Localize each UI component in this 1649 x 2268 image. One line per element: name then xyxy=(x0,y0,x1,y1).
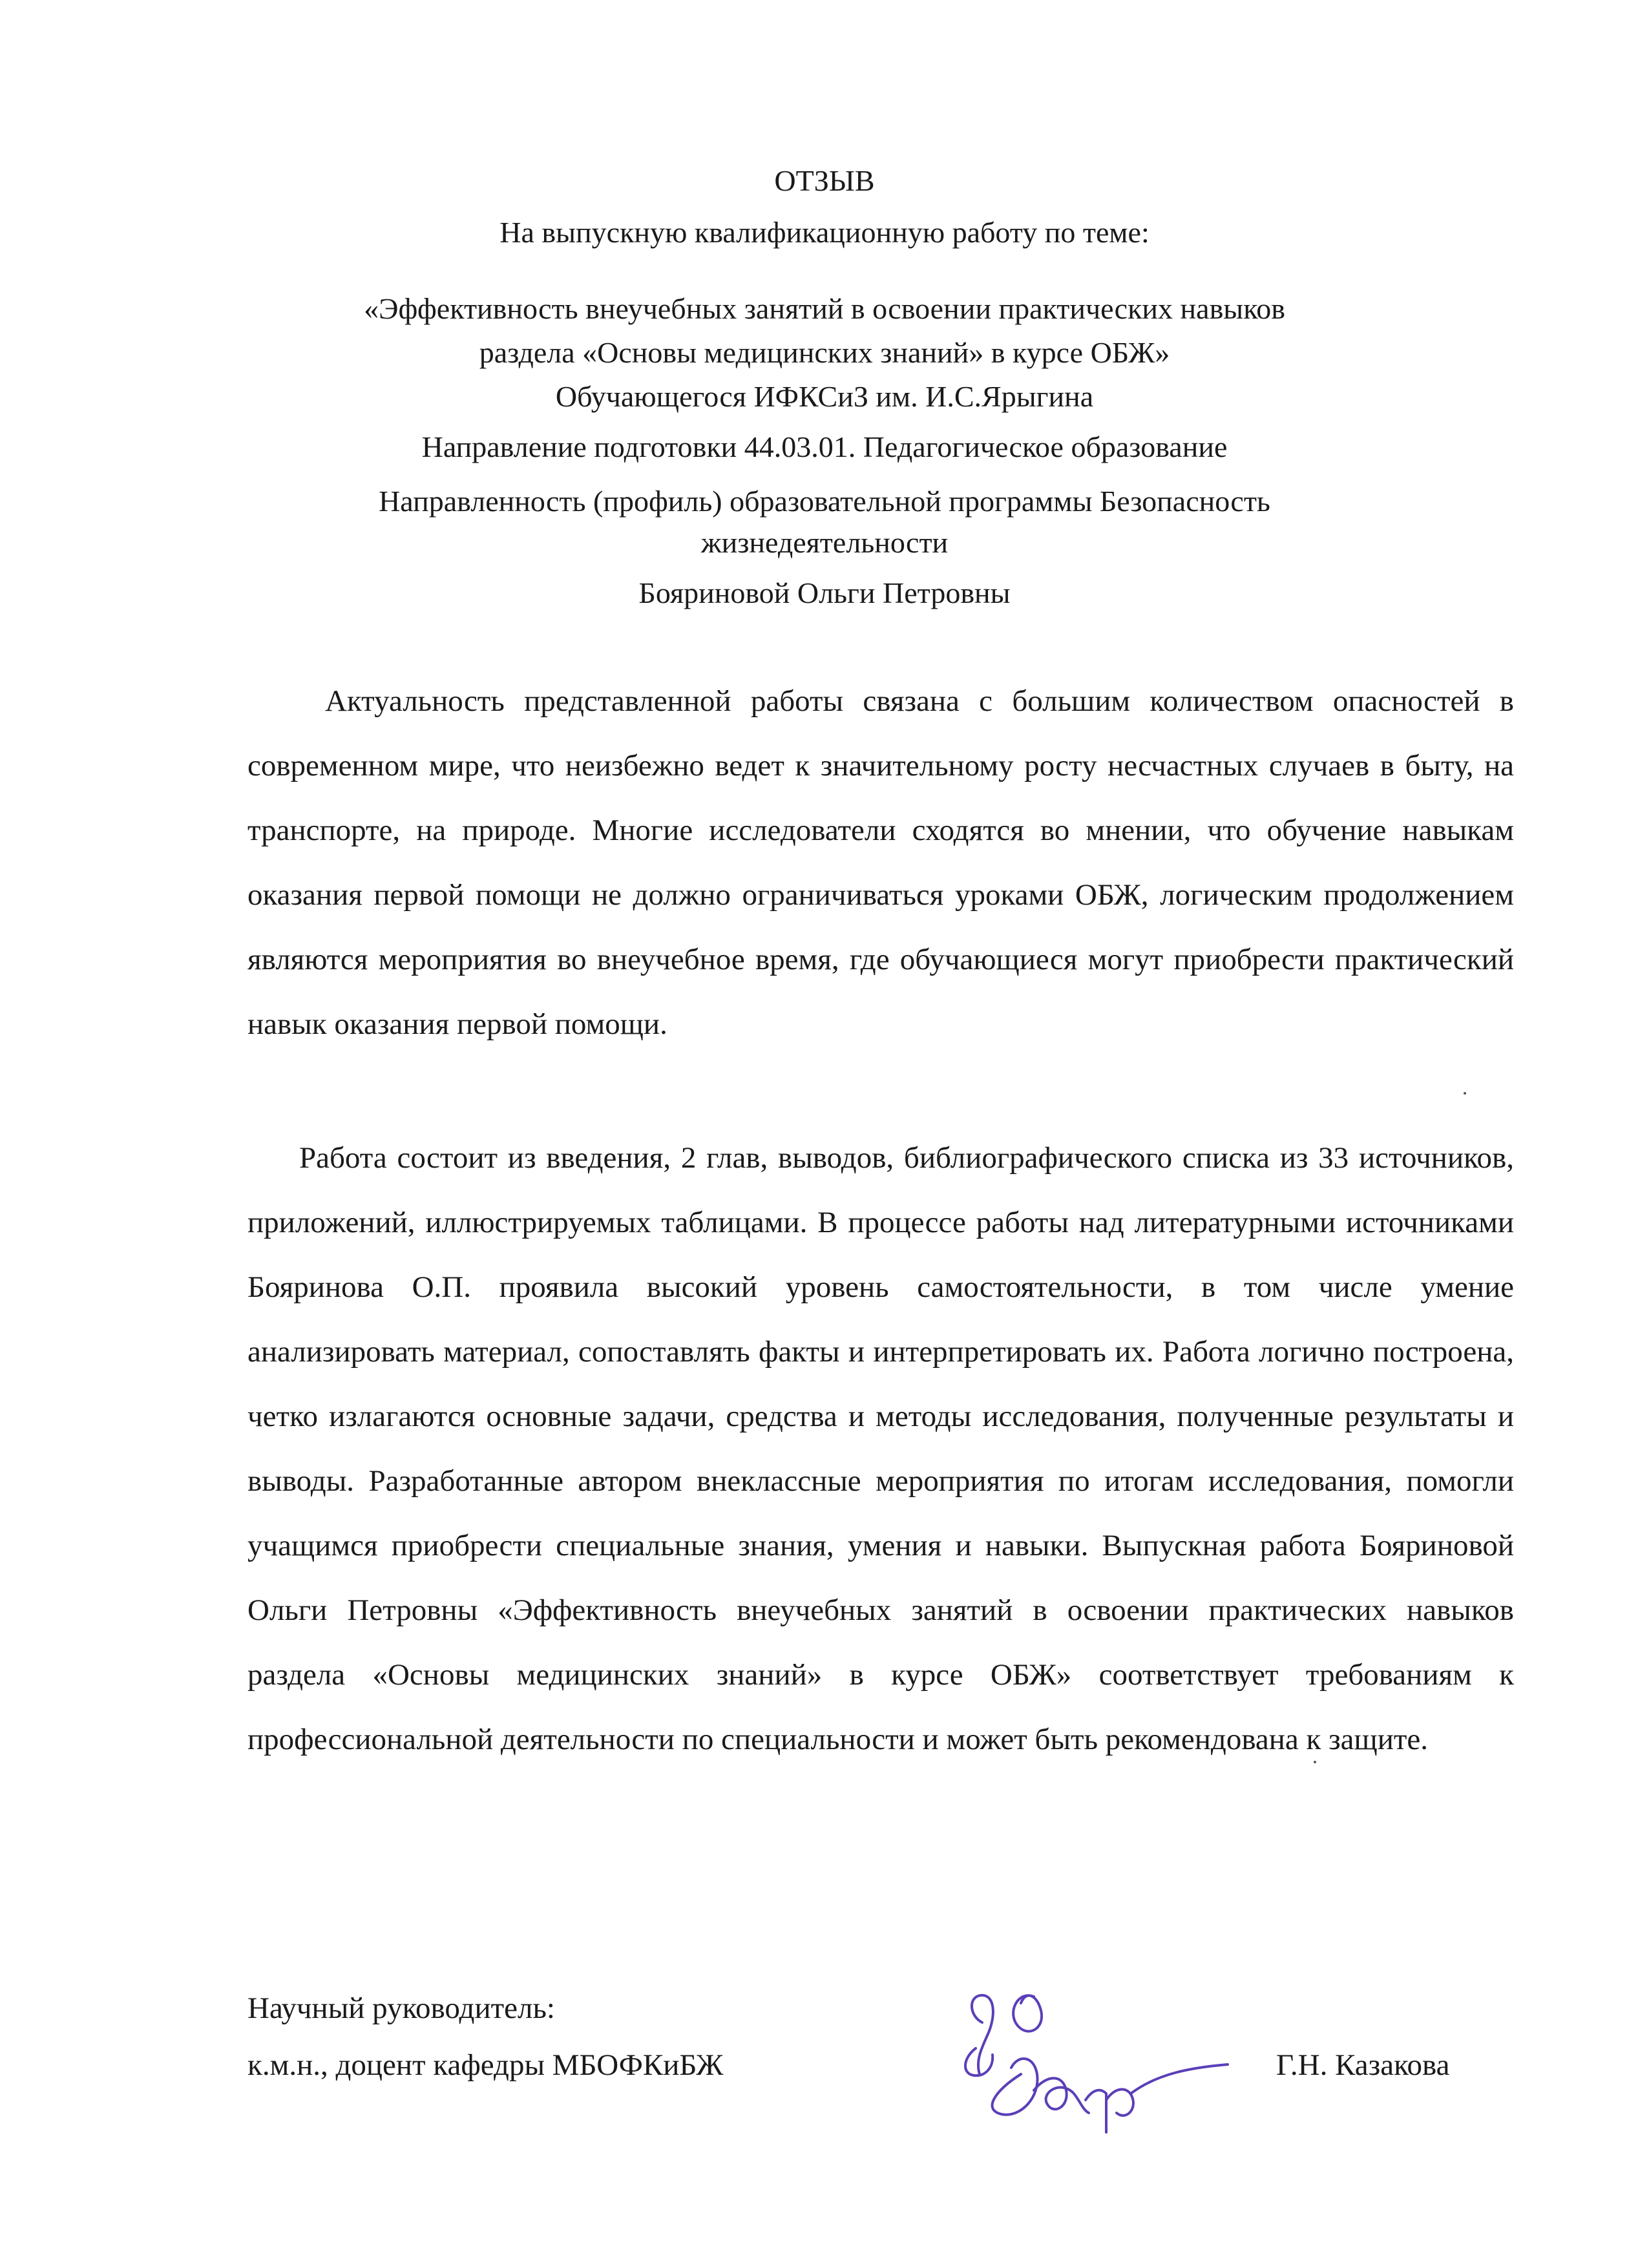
supervisor-name: Г.Н. Казакова xyxy=(1276,2048,1450,2082)
paragraph-relevance-text: Актуальность представленной работы связана с большим количеством опасностей в современном мире, что неизбежно ведет к значительному росту несчастных случаев в быту, на транспорте, на природе. Многие исследователи сходятся во мнении, что обучение навыкам оказания первой помощи не должно ограничиваться уроками ОБЖ, логическим продолжением являются мероприятия во внеучебное время, где обучающиеся могут приобрести практический навык оказания первой помощи. xyxy=(247,684,1514,1041)
scan-speck xyxy=(1464,1092,1466,1095)
student-name: Бояриновой Ольги Петровны xyxy=(638,576,1011,609)
document-title: ОТЗЫВ xyxy=(774,164,875,197)
handwritten-signature xyxy=(956,1977,1234,2145)
supervisor-role: Научный руководитель: xyxy=(247,1991,555,2025)
student-line: Обучающегося ИФКСиЗ им. И.С.Ярыгина xyxy=(555,380,1094,413)
topic-line-2: раздела «Основы медицинских знаний» в курсе ОБЖ» xyxy=(479,336,1170,369)
paragraph-structure-text: Работа состоит из введения, 2 глав, выводов, библиографического списка из 33 источников, приложений, иллюстрируемых таблицами. В процессе работы над литературными источниками Бояринова О.П. проявила высокий уровень самостоятельности, в том числе умение анализировать материал, сопоставлять факты и интерпретировать их. Работа логично построена, четко излагаются основные задачи, средства и методы исследования, полученные результаты и выводы. Разработанные автором внеклассные мероприятия по итогам исследования, помогли учащимся приобрести специальные знания, умения и навыки. Выпускная работа Бояриновой Ольги Петровны «Эффективность внеучебных занятий в освоении практических навыков раздела «Основы медицинских знаний» в курсе ОБЖ» соответствует требованиям к профессиональной деятельности по специальности и может быть рекомендована к защите. xyxy=(247,1141,1514,1756)
profile-line-1: Направленность (профиль) образовательной программы Безопасность xyxy=(379,485,1270,518)
supervisor-position: к.м.н., доцент кафедры МБОФКиБЖ xyxy=(247,2048,724,2082)
topic-line-1: «Эффективность внеучебных занятий в освоении практических навыков xyxy=(364,292,1285,325)
direction-line: Направление подготовки 44.03.01. Педагогическое образование xyxy=(421,430,1228,463)
paragraph-structure xyxy=(247,1126,1514,1772)
profile-line-2: жизнедеятельности xyxy=(700,526,949,559)
paragraph-relevance xyxy=(247,669,1514,1056)
scan-speck xyxy=(1314,1761,1316,1763)
document-subtitle: На выпускную квалификационную работу по теме: xyxy=(499,216,1150,249)
